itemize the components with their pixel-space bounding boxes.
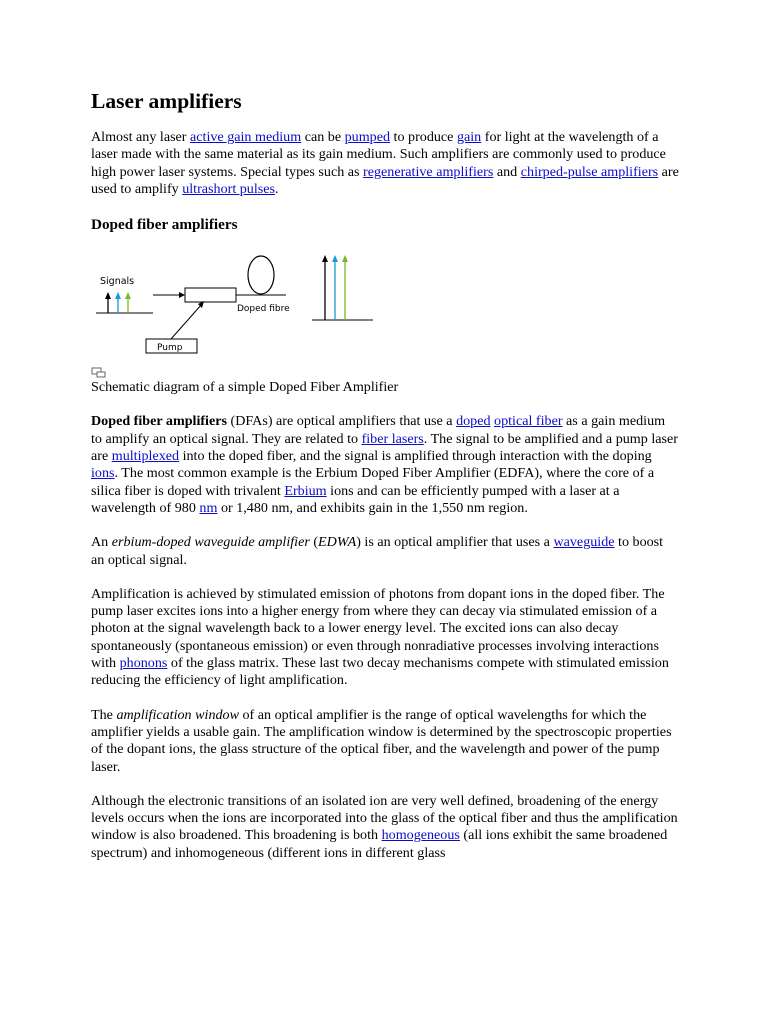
text: for light at the wavelength of a laser made with the same material as its gain medium. Such amplifiers are commonly used to produce high power laser systems. Special types such as (91, 129, 666, 180)
output-arrowhead-2 (332, 255, 338, 262)
link-pumped[interactable]: pumped (344, 129, 391, 145)
italic-term: erbium-doped waveguide amplifier (111, 534, 310, 551)
text: . The most common example is the Erbium Doped Fiber Amplifier (EDFA), where the core of a silica fiber is doped with trivalent (91, 465, 655, 499)
section-heading: Doped fiber amplifiers (91, 216, 238, 234)
signal-arrowhead-3 (125, 292, 131, 299)
enlarge-icon-inner (97, 372, 105, 377)
signal-arrowhead-2 (115, 292, 121, 299)
text: . The signal to be amplified and a pump laser are (91, 430, 678, 465)
figure-caption: Schematic diagram of a simple Doped Fiber Amplifier (91, 379, 399, 396)
coupler-box (185, 288, 236, 302)
link-optical-fiber[interactable]: optical fiber (494, 413, 563, 430)
dfa-schematic-diagram (91, 245, 391, 363)
output-arrows (322, 255, 348, 320)
text: into the doped fiber, and the signal is amplified through interaction with the doping (179, 448, 652, 465)
link-nm[interactable]: nm (199, 499, 218, 516)
link-ultrashort-pulses[interactable]: ultrashort pulses (182, 180, 275, 197)
paragraph-broadening (91, 793, 679, 862)
text: . (275, 180, 279, 197)
italic-term: EDWA (318, 534, 357, 551)
link-phonons[interactable]: phonons (119, 655, 168, 672)
intro-paragraph (91, 129, 679, 198)
page-title: Laser amplifiers (91, 89, 242, 113)
link-active-gain-medium[interactable]: active gain medium (190, 129, 302, 145)
text: (all ions exhibit the same broadened spectrum) and inhomogeneous (different ions in different glass (91, 827, 668, 861)
pump-connector (171, 304, 202, 339)
signal-arrowhead-1 (105, 292, 111, 299)
text: ) is an optical amplifier that uses a (356, 534, 554, 551)
text: Although the electronic transitions of an isolated ion are very well defined, broadening of the energy levels occurs when the ions are incorporated into the glass of the optical fiber and thus the amplification window is also broadened. This broadening is both (91, 792, 678, 844)
input-fiber-arrowhead (179, 292, 185, 298)
text: can be (301, 129, 345, 145)
link-ions[interactable]: ions (91, 465, 115, 482)
italic-term: amplification window (116, 706, 239, 723)
paragraph-amplification-window (91, 707, 679, 776)
link-homogeneous[interactable]: homogeneous (381, 827, 460, 844)
paragraph-amplification (91, 586, 679, 690)
enlarge-icon[interactable] (91, 367, 107, 379)
link-gain[interactable]: gain (456, 129, 482, 145)
text: Almost any laser (91, 129, 191, 145)
doped-fibre-label: Doped fibre (237, 304, 290, 315)
paragraph-edwa (91, 534, 679, 569)
text: ( (309, 534, 319, 551)
doped-fiber-coil (248, 256, 274, 294)
text: Amplification is achieved by stimulated emission of photons from dopant ions in the doped fiber. The pump laser excites ions into a higher energy from where they can decay via stimulated emission of a photon at the signal wavelength back to a lower energy level. The excited ions can also decay spontaneously (spontaneous emission) or even through nonradiative processes involving interactions with (91, 585, 665, 672)
link-fiber-lasers[interactable]: fiber lasers (361, 430, 424, 447)
link-erbium[interactable]: Erbium (284, 482, 327, 499)
text: to produce (390, 129, 457, 145)
text: (DFAs) are optical amplifiers that use a (226, 413, 457, 430)
text: and (493, 163, 521, 180)
link-chirped-pulse-amplifiers[interactable]: chirped-pulse amplifiers (520, 163, 659, 180)
output-arrowhead-1 (322, 255, 328, 262)
link-regenerative-amplifiers[interactable]: regenerative amplifiers (363, 163, 494, 180)
article-body (91, 88, 679, 862)
link-waveguide[interactable]: waveguide (553, 534, 615, 551)
text: An (91, 534, 112, 551)
link-multiplexed[interactable]: multiplexed (111, 448, 180, 465)
signal-arrows (105, 292, 131, 313)
text: ions and can be efficiently pumped with a laser at a wavelength of 980 (91, 482, 620, 516)
text: The (91, 706, 117, 723)
text: to boost an optical signal. (91, 534, 664, 568)
text: are used to amplify (91, 163, 679, 197)
bold-term: Doped fiber amplifiers (91, 413, 227, 430)
text: of the glass matrix. These last two decay mechanisms compete with stimulated emission reducing the efficiency of light amplification. (91, 655, 669, 689)
text: of an optical amplifier is the range of optical wavelengths for which the amplifier yields a usable gain. The amplification window is determined by the spectroscopic properties of the dopant ions, the glass structure of the optical fiber, and the wavelength and power of the pump laser. (91, 706, 672, 775)
output-arrowhead-3 (342, 255, 348, 262)
text: or 1,480 nm, and exhibits gain in the 1,550 nm region. (217, 499, 528, 516)
link-doped[interactable]: doped (456, 413, 491, 430)
pump-label: Pump (157, 343, 183, 354)
text: as a gain medium to amplify an optical signal. They are related to (91, 413, 666, 447)
paragraph-dfa (91, 413, 679, 517)
signals-label: Signals (100, 276, 135, 288)
